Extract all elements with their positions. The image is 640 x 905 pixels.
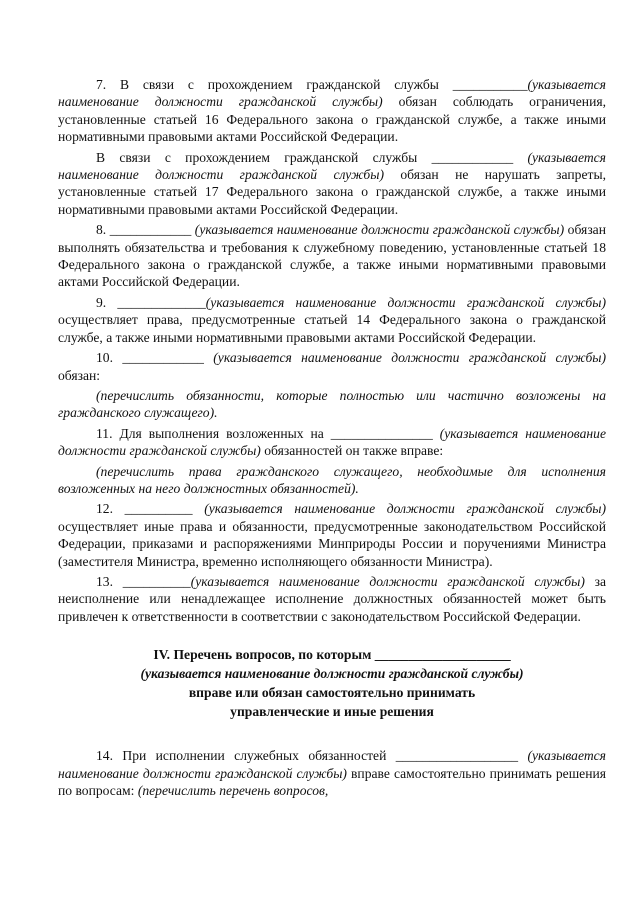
text: за неисполнение или ненадлежащее исполнение должностных обязанностей может быть привлечен к ответственности в соответствии с законодательством Российской Федерации.	[58, 573, 606, 624]
blank-field: _______________	[330, 425, 433, 441]
text: 12.	[96, 501, 125, 517]
paragraph-11	[58, 425, 606, 460]
italic-note: (перечислить права гражданского служащего, необходимые для исполнения возложенных на него должностных обязанностей).	[58, 463, 606, 496]
paragraph-9	[58, 294, 606, 346]
italic-note: (указывается наименование должности гражданской службы)	[190, 573, 585, 589]
blank-field: _____________	[117, 294, 206, 310]
text: осуществляет иные права и обязанности, предусмотренные законодательством Российской Федерации, приказами и распоряжениями Минприроды России и поручениями Министра (заместителя Министра, временно исполняющего обязанности Министра).	[58, 518, 606, 569]
blank-field: ___________	[452, 77, 528, 92]
italic-note: (указывается наименование должности гражданской службы)	[205, 294, 606, 310]
italic-note: (указывается наименование должности гражданской службы)	[58, 149, 606, 183]
paragraph-13	[58, 573, 606, 625]
section-italic-note: (указывается наименование должности гражданской службы)	[140, 666, 524, 682]
section-heading-iv	[58, 645, 606, 721]
text: IV. Перечень вопросов, по которым	[153, 647, 375, 663]
text: 14. При исполнении служебных обязанностей	[96, 748, 396, 764]
paragraph-10-duties	[58, 387, 606, 422]
text: вправе самостоятельно принимать решения по вопросам:	[58, 765, 606, 798]
text: обязан:	[58, 367, 101, 383]
text: обязан не нарушать запреты, установленные статьей 17 Федерального закона о гражданской службе, а также иными нормативными правовыми актами Российской Федерации.	[58, 167, 606, 217]
section-title-line	[58, 645, 606, 664]
text: 13.	[96, 573, 123, 589]
paragraph-7-prohibitions	[58, 149, 606, 219]
text: обязан выполнять обязательства и требования к служебному поведению, установленные статьей 18 Федерального закона о гражданской службе, а также иными нормативными правовыми актами Российской Федерации.	[58, 222, 606, 290]
text: 10.	[96, 350, 123, 366]
text: 8.	[96, 222, 110, 238]
italic-note: (указывается наименование должности гражданской службы)	[203, 350, 607, 366]
blank-field: ____________	[431, 149, 514, 165]
paragraph-12	[58, 500, 606, 570]
blank-field: ____________	[122, 350, 204, 366]
italic-note: (указывается наименование должности гражданской службы)	[191, 222, 565, 238]
italic-note: (указывается наименование должности гражданской службы)	[192, 501, 607, 517]
text: 11. Для выполнения возложенных на	[96, 425, 331, 441]
text: 7. В связи с прохождением гражданской службы	[96, 77, 453, 92]
text: В связи с прохождением гражданской службы	[96, 149, 432, 165]
italic-note: (указывается наименование должности гражданской службы)	[58, 77, 606, 110]
section-title-line: вправе или обязан самостоятельно принимать	[188, 685, 476, 701]
italic-note: (указывается наименование должности гражданской службы)	[58, 748, 606, 781]
section-title-line: управленческие и иные решения	[230, 704, 434, 720]
paragraph-10	[58, 349, 606, 384]
text: обязан соблюдать ограничения, установленные статьей 16 Федерального закона о гражданской службе, а также иными нормативными правовыми актами Российской Федерации.	[58, 94, 606, 145]
paragraph-14	[58, 747, 606, 799]
paragraph-8	[58, 221, 606, 291]
blank-field: ____________________	[374, 647, 511, 663]
text: 9.	[96, 294, 118, 310]
blank-field: __________	[124, 501, 193, 517]
paragraph-7	[58, 76, 606, 146]
blank-field: ____________	[109, 222, 192, 238]
text: осуществляет права, предусмотренные статьей 14 Федерального закона о гражданской службе, а также иными нормативными правовыми актами Российской Федерации.	[58, 312, 606, 345]
italic-note: (перечислить обязанности, которые полностью или частично возложены на гражданского служащего).	[58, 387, 606, 421]
italic-note: (перечислить перечень вопросов,	[137, 783, 329, 798]
blank-field: __________	[122, 573, 191, 589]
text: обязанностей он также вправе:	[260, 443, 444, 459]
blank-field: __________________	[395, 748, 519, 764]
italic-note: (указывается наименование должности гражданской службы)	[58, 425, 606, 459]
paragraph-11-rights	[58, 463, 606, 498]
